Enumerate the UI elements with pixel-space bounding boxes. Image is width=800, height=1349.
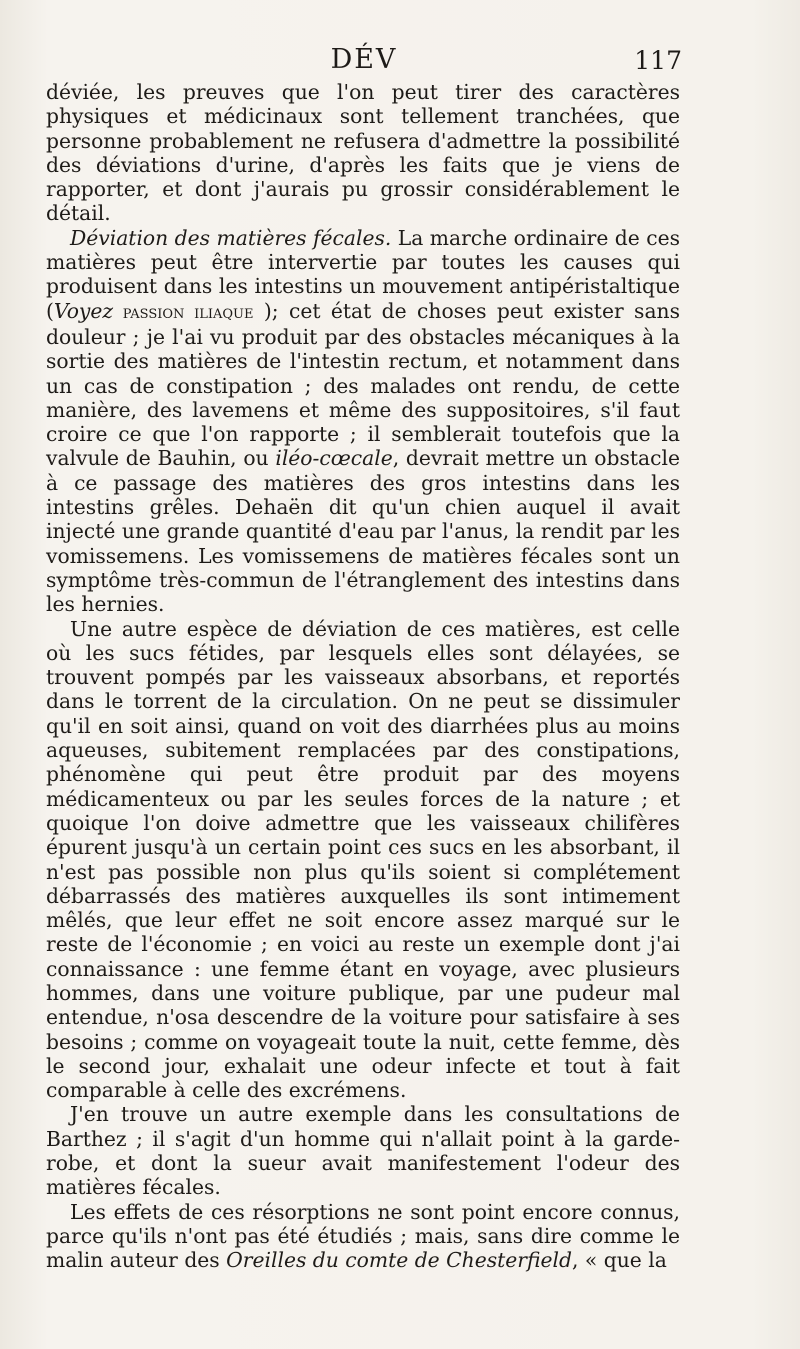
paragraph-2-text-c: , devrait mettre un obstacle à ce passage des matières des gros intestins dans les intestins grêles. Dehaën dit qu'un chien auquel il avait injecté une grande quantité d'eau par l'anus, la rendit par les vomissemens. Les vomissemens de matières fécales sont un symptôme très-commun de l'étranglement des intestins dans les hernies. [46, 446, 680, 617]
section-heading: Déviation des matières fécales. [70, 225, 392, 250]
book-title: Oreilles du comte de Chesterfield [226, 1248, 572, 1273]
paragraph-3: Une autre espèce de déviation de ces matières, est celle où les sucs fétides, par lesquels elles sont délayées, se trouvent pompés par les vaisseaux absorbans, et reportés dans le torrent de la circulation. On ne peut se dissimuler qu'il en soit ainsi, quand on voit des diarrhées plus au moins aqueuses, subitement remplacées par des constipations, phénomène qui peut être produit par des moyens médicamenteux ou par les seules forces de la nature ; et quoique l'on doive admettre que les vaisseaux chilifères épurent jusqu'à un certain point ces sucs en les absorbant, il n'est pas possible non plus qu'ils soient si complétement débarrassés des matières auxquelles ils sont intimement mêlés, que leur effet ne soit encore assez marqué sur le reste de l'économie ; en voici au reste un exemple dont j'ai connaissance : une femme étant en voyage, avec plusieurs hommes, dans une voiture publique, par une pudeur mal entendue, n'osa descendre de la voiture pour satisfaire à ses besoins ; comme on voyageait toute la nuit, cette femme, dès le second jour, exhalait une odeur infecte et tout à fait comparable à celle des excrémens. [46, 616, 680, 1103]
cross-reference-voyez: Voyez [53, 298, 114, 323]
running-head: DÉV [330, 44, 398, 75]
paragraph-1: déviée, les preuves que l'on peut tirer des caractères physiques et médicinaux sont tellement tranchées, que personne probablement ne refusera d'admettre la possibilité des déviations d'urine, d'après les faits que je viens de rapporter, et dont j'aurais pu grossir considérablement le détail. [46, 80, 680, 226]
body-text [46, 80, 680, 1273]
paragraph-5 [46, 1200, 680, 1273]
paragraph-2-text-a: La marche ordinaire de ces matières peut être intervertie par toutes les causes qui produisent dans les intestins un mouvement antipéristaltique ( [46, 225, 681, 323]
italic-term-ileo: iléo-cœcale [275, 446, 393, 471]
paragraph-5-text-b: , « que la [571, 1248, 667, 1273]
paragraph-5-text-a: Les effets de ces résorptions ne sont point encore connus, parce qu'ils n'ont pas été étudiés ; mais, sans dire comme le malin auteur des [46, 1199, 680, 1273]
paragraph-2-text-b: ); cet état de choses peut exister sans douleur ; je l'ai vu produit par des obstacles mécaniques à la sortie des matières de l'intestin rectum, et notamment dans un cas de constipation ; des malades ont rendu, de cette manière, des lavemens et même des suppositoires, s'il faut croire ce que l'on rapporte ; il semblerait toutefois que la valvule de Bauhin, ou [46, 298, 681, 471]
cross-reference-term: passion iliaque [113, 301, 254, 323]
page-number: 117 [634, 46, 682, 75]
paragraph-4: J'en trouve un autre exemple dans les consultations de Barthez ; il s'agit d'un homme qui n'allait point à la garde-robe, et dont la sueur avait manifestement l'odeur des matières fécales. [46, 1102, 680, 1200]
paragraph-2 [46, 226, 680, 617]
